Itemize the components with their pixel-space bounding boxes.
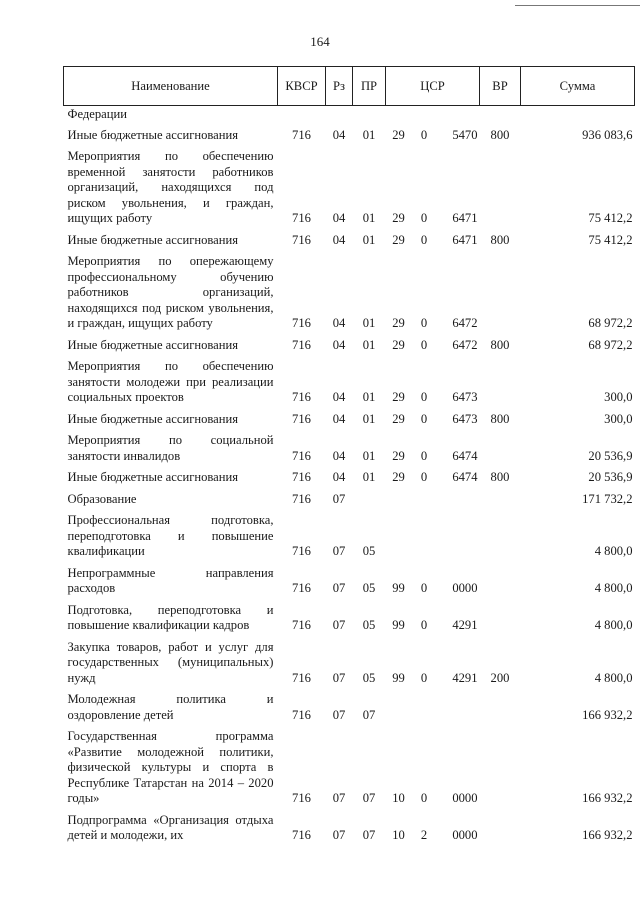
budget-table: [63, 66, 635, 847]
cell-kvsr: 716: [292, 211, 311, 225]
cell-csr-direction: 4291: [452, 618, 478, 632]
cell-pr: 01: [362, 390, 376, 404]
cell-name: Подготовка, переподготовка и повышение квалификации кадров: [67, 602, 274, 632]
cell-vr: [480, 510, 521, 563]
cell-pr: 01: [362, 211, 376, 225]
cell-csr-direction: 6474: [452, 470, 478, 484]
cell-sum: 171 732,2: [582, 491, 633, 506]
cell-kvsr: 716: [292, 581, 311, 595]
cell-csr-direction: 6472: [452, 337, 478, 352]
cell-kvsr: 716: [292, 670, 311, 685]
cell-csr-subprogram: 2: [420, 828, 428, 842]
cell-pr: 05: [362, 618, 376, 632]
cell-sum: 4 800,0: [594, 618, 633, 632]
cell-csr-program: 99: [392, 581, 405, 595]
cell-csr-subprogram: [412, 106, 437, 125]
table-row: [64, 356, 635, 409]
cell-vr: [480, 726, 521, 810]
cell-csr-program: 29: [392, 411, 405, 426]
cell-rz: 07: [332, 791, 346, 805]
cell-csr-subprogram: 0: [420, 670, 428, 685]
cell-csr-program: 29: [392, 232, 405, 247]
cell-kvsr: 716: [292, 411, 311, 426]
table-row: [64, 335, 635, 357]
cell-rz: 07: [332, 618, 346, 632]
cell-vr: [480, 600, 521, 637]
cell-csr-subprogram: 0: [420, 411, 428, 426]
cell-vr: [480, 356, 521, 409]
cell-csr-program: [386, 689, 412, 726]
table-row: [64, 125, 635, 147]
header-kvsr: КВСР: [278, 67, 326, 106]
cell-csr-direction: [437, 106, 480, 125]
cell-csr-subprogram: 0: [420, 316, 428, 330]
cell-vr: [480, 810, 521, 847]
cell-sum: 4 800,0: [594, 544, 633, 558]
cell-kvsr: 716: [292, 828, 311, 842]
cell-rz: 04: [332, 211, 346, 225]
cell-csr-direction: 4291: [452, 670, 478, 685]
cell-rz: 07: [332, 544, 346, 558]
cell-name: Профессиональная подготовка, переподготовка и повышение квалификации: [67, 513, 274, 558]
cell-name: Закупка товаров, работ и услуг для государственных (муниципальных) нужд: [67, 639, 274, 685]
cell-sum: 75 412,2: [588, 232, 633, 247]
cell-kvsr: 716: [292, 791, 311, 805]
cell-vr: [480, 563, 521, 600]
cell-csr-program: [386, 510, 412, 563]
cell-rz: [326, 106, 353, 125]
table-row: [64, 600, 635, 637]
header-csr: ЦСР: [386, 67, 480, 106]
cell-pr: 05: [362, 581, 376, 595]
cell-vr: [480, 489, 521, 511]
cell-csr-direction: 0000: [452, 581, 478, 595]
cell-name: Молодежная политика и оздоровление детей: [67, 692, 274, 722]
cell-rz: 07: [332, 828, 346, 842]
cell-kvsr: 716: [292, 470, 311, 484]
cell-csr-direction: 0000: [452, 791, 478, 805]
cell-sum: 166 932,2: [582, 791, 633, 805]
cell-csr-program: 29: [392, 211, 405, 225]
cell-sum: [521, 106, 635, 125]
header-vr: ВР: [480, 67, 521, 106]
cell-name: Непрограммные направления расходов: [67, 565, 274, 595]
cell-name: Мероприятия по обеспечению занятости молодежи при реализации социальных проектов: [67, 359, 274, 404]
cell-vr: 800: [490, 232, 510, 247]
page-number: 164: [310, 34, 330, 49]
cell-rz: 04: [332, 337, 346, 352]
cell-vr: [480, 430, 521, 467]
cell-sum: 300,0: [604, 390, 633, 404]
cell-vr: 800: [490, 411, 510, 426]
cell-vr: [480, 106, 521, 125]
top-rule: [515, 5, 640, 6]
cell-rz: 04: [332, 448, 346, 463]
cell-kvsr: [278, 106, 326, 125]
cell-kvsr: 716: [292, 232, 311, 247]
cell-pr: [353, 489, 386, 511]
cell-sum: 936 083,6: [582, 127, 633, 142]
cell-vr: 200: [490, 670, 510, 685]
cell-csr-program: 29: [392, 470, 405, 484]
cell-rz: 04: [332, 232, 346, 247]
header-rz: Рз: [326, 67, 353, 106]
cell-name: Иные бюджетные ассигнования: [67, 337, 239, 352]
cell-name: Иные бюджетные ассигнования: [67, 411, 239, 426]
cell-pr: 01: [362, 470, 376, 484]
cell-csr-subprogram: 0: [420, 618, 428, 632]
cell-pr: 01: [362, 337, 376, 352]
cell-name: Государственная программа «Развитие молодежной политики, физической культуры и спорта в Республике Татарстан на 2014 – 2020 годы»: [67, 729, 274, 805]
cell-name: Федерации: [67, 107, 127, 121]
cell-csr-direction: [437, 689, 480, 726]
cell-vr: 800: [490, 337, 510, 352]
cell-pr: 07: [362, 828, 376, 842]
cell-name: Подпрограмма «Организация отдыха детей и молодежи, их: [67, 812, 274, 842]
table-row: [64, 810, 635, 847]
cell-csr-subprogram: [412, 489, 437, 511]
cell-csr-program: [386, 106, 412, 125]
table-row: [64, 409, 635, 431]
cell-csr-program: 10: [392, 791, 405, 805]
cell-sum: 300,0: [604, 411, 633, 426]
cell-rz: 07: [332, 670, 346, 685]
cell-csr-direction: 6471: [452, 232, 478, 247]
cell-csr-subprogram: [412, 689, 437, 726]
cell-sum: 68 972,2: [588, 337, 633, 352]
table-header: [64, 67, 635, 106]
table-row: [64, 467, 635, 489]
cell-csr-program: 29: [392, 337, 405, 352]
cell-csr-program: [386, 489, 412, 511]
table-row: [64, 146, 635, 230]
cell-rz: 04: [332, 316, 346, 330]
cell-name: Образование: [67, 491, 137, 506]
cell-kvsr: 716: [292, 491, 311, 506]
cell-sum: 20 536,9: [588, 470, 633, 484]
table-row: [64, 230, 635, 252]
table-row: [64, 251, 635, 335]
table-row: [64, 689, 635, 726]
cell-rz: 04: [332, 470, 346, 484]
cell-vr: [480, 251, 521, 335]
cell-name: Мероприятия по социальной занятости инвалидов: [67, 433, 274, 463]
cell-vr: [480, 146, 521, 230]
cell-csr-subprogram: 0: [420, 791, 428, 805]
cell-csr-program: 99: [392, 670, 405, 685]
cell-kvsr: 716: [292, 618, 311, 632]
cell-pr: 05: [362, 544, 376, 558]
cell-csr-direction: 6471: [452, 211, 478, 225]
cell-rz: 07: [332, 581, 346, 595]
cell-sum: 20 536,9: [588, 448, 633, 463]
cell-csr-program: 29: [392, 448, 405, 463]
cell-kvsr: 716: [292, 390, 311, 404]
cell-csr-direction: 6474: [452, 448, 478, 463]
cell-csr-direction: [437, 489, 480, 511]
cell-rz: 04: [332, 411, 346, 426]
cell-rz: 07: [332, 707, 346, 722]
cell-pr: 01: [362, 127, 376, 142]
cell-csr-direction: 6473: [452, 390, 478, 404]
cell-name: Иные бюджетные ассигнования: [67, 232, 239, 247]
cell-vr: [480, 689, 521, 726]
header-sum: Сумма: [521, 67, 635, 106]
cell-csr-direction: 5470: [452, 127, 478, 142]
cell-csr-program: 29: [392, 316, 405, 330]
cell-sum: 4 800,0: [594, 581, 633, 595]
cell-csr-direction: 0000: [452, 828, 478, 842]
table-row: [64, 637, 635, 690]
cell-csr-subprogram: 0: [420, 448, 428, 463]
cell-kvsr: 716: [292, 707, 311, 722]
cell-csr-program: 29: [392, 390, 405, 404]
cell-csr-program: 99: [392, 618, 405, 632]
cell-pr: 05: [362, 670, 376, 685]
cell-rz: 07: [332, 491, 346, 506]
table-row: [64, 563, 635, 600]
cell-name: Мероприятия по опережающему профессиональному обучению работников организаций, находящихся под риском увольнения, и граждан, ищущих работу: [67, 254, 274, 330]
cell-name: Иные бюджетные ассигнования: [67, 127, 239, 142]
cell-csr-subprogram: 0: [420, 581, 428, 595]
header-pr: ПР: [353, 67, 386, 106]
cell-pr: 07: [362, 791, 376, 805]
cell-name: Мероприятия по обеспечению временной занятости работников организаций, находящихся под риском увольнения, и граждан, ищущих работу: [67, 149, 274, 225]
cell-csr-program: 10: [392, 828, 405, 842]
cell-sum: 4 800,0: [594, 670, 633, 685]
cell-sum: 68 972,2: [588, 316, 633, 330]
table-row: [64, 489, 635, 511]
cell-kvsr: 716: [292, 448, 311, 463]
cell-kvsr: 716: [292, 316, 311, 330]
cell-pr: 01: [362, 316, 376, 330]
table-row: [64, 106, 635, 125]
cell-pr: 01: [362, 411, 376, 426]
cell-csr-subprogram: [412, 510, 437, 563]
cell-csr-subprogram: 0: [420, 232, 428, 247]
cell-rz: 04: [332, 390, 346, 404]
cell-csr-direction: 6472: [452, 316, 478, 330]
cell-csr-subprogram: 0: [420, 127, 428, 142]
cell-name: Иные бюджетные ассигнования: [67, 470, 239, 484]
cell-csr-subprogram: 0: [420, 337, 428, 352]
cell-sum: 166 932,2: [582, 707, 633, 722]
cell-sum: 166 932,2: [582, 828, 633, 842]
cell-pr: 01: [362, 448, 376, 463]
table-row: [64, 430, 635, 467]
table-row: [64, 726, 635, 810]
cell-kvsr: 716: [292, 127, 311, 142]
cell-pr: [353, 106, 386, 125]
cell-csr-subprogram: 0: [420, 390, 428, 404]
cell-pr: 01: [362, 232, 376, 247]
cell-kvsr: 716: [292, 337, 311, 352]
cell-csr-direction: [437, 510, 480, 563]
table-row: [64, 510, 635, 563]
cell-sum: 75 412,2: [588, 211, 633, 225]
cell-csr-program: 29: [392, 127, 405, 142]
cell-csr-direction: 6473: [452, 411, 478, 426]
cell-vr: 800: [490, 127, 510, 142]
cell-vr: 800: [490, 470, 510, 484]
cell-rz: 04: [332, 127, 346, 142]
cell-csr-subprogram: 0: [420, 211, 428, 225]
cell-kvsr: 716: [292, 544, 311, 558]
cell-csr-subprogram: 0: [420, 470, 428, 484]
cell-pr: 07: [362, 707, 376, 722]
header-name: Наименование: [64, 67, 278, 106]
